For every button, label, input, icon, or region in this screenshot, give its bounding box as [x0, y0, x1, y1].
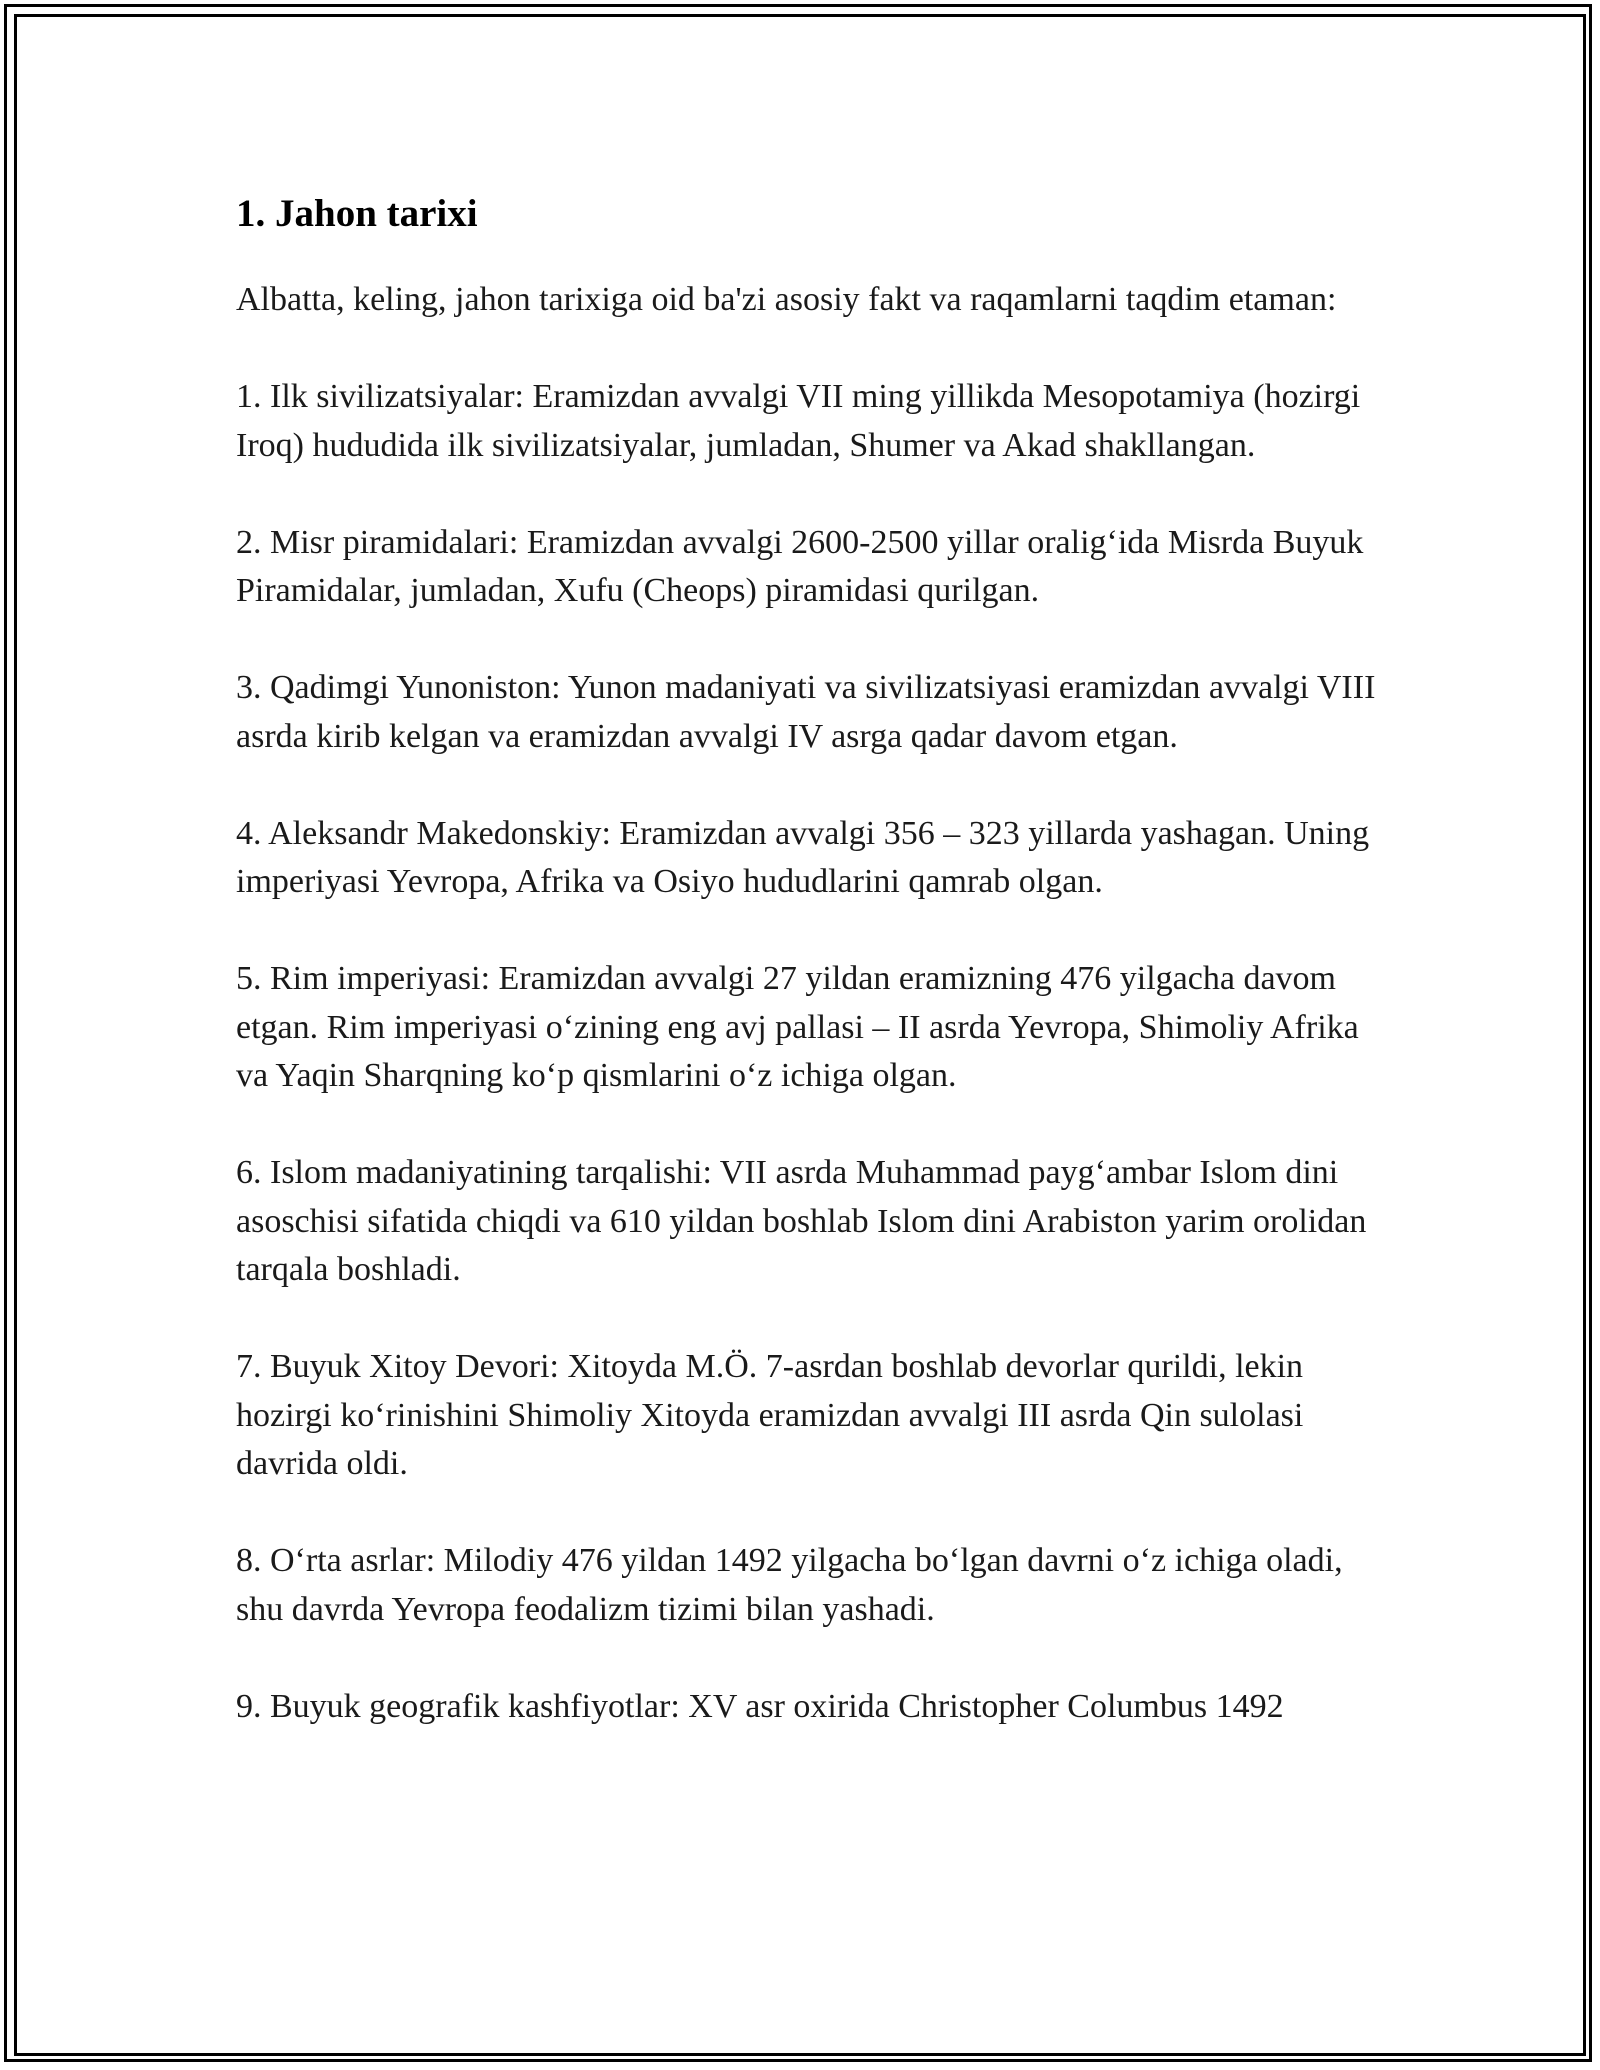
list-item: 5. Rim imperiyasi: Eramizdan avvalgi 27 yildan eramizning 476 yilgacha davom etgan. Rim imperiyasi o‘zining eng avj pallasi – II asrda Yevropa, Shimoliy Afrika va Yaqin Sharqning ko‘p qismlarini o‘z ichiga olgan.	[236, 960, 1359, 1094]
list-item: 9. Buyuk geografik kashfiyotlar: XV asr oxirida Christopher Columbus 1492	[236, 1687, 1284, 1725]
list-item: 3. Qadimgi Yunoniston: Yunon madaniyati va sivilizatsiyasi eramizdan avvalgi VIII asrda kirib kelgan va eramizdan avvalgi IV asrga qadar davom etgan.	[236, 669, 1376, 755]
list-item: 6. Islom madaniyatining tarqalishi: VII asrda Muhammad payg‘ambar Islom dini asoschisi sifatida chiqdi va 610 yildan boshlab Islom dini Arabiston yarim orolidan tarqala boshladi.	[236, 1154, 1367, 1288]
list-item: 8. O‘rta asrlar: Milodiy 476 yildan 1492 yilgacha bo‘lgan davrni o‘z ichiga oladi, shu davrda Yevropa feodalizm tizimi bilan yashadi.	[236, 1542, 1343, 1628]
document-body	[236, 186, 1376, 1780]
list-item: 2. Misr piramidalari: Eramizdan avvalgi 2600-2500 yillar oralig‘ida Misrda Buyuk Piramidalar, jumladan, Xufu (Cheops) piramidasi qurilgan.	[236, 523, 1364, 609]
list-item: 1. Ilk sivilizatsiyalar: Eramizdan avvalgi VII ming yillikda Mesopotamiya (hozirgi Iroq) hududida ilk sivilizatsiyalar, jumladan, Shumer va Akad shakllangan.	[236, 378, 1361, 464]
list-item: 4. Aleksandr Makedonskiy: Eramizdan avvalgi 356 – 323 yillarda yashagan. Uning imperiyasi Yevropa, Afrika va Osiyo hududlarini qamrab olgan.	[236, 814, 1370, 900]
intro-paragraph: Albatta, keling, jahon tarixiga oid ba'zi asosiy fakt va raqamlarni taqdim etaman:	[236, 281, 1337, 318]
document-title: 1. Jahon tarixi	[236, 192, 478, 235]
list-item: 7. Buyuk Xitoy Devori: Xitoyda M.Ö. 7-asrdan boshlab devorlar qurildi, lekin hozirgi ko‘rinishini Shimoliy Xitoyda eramizdan avvalgi III asrda Qin sulolasi davrida oldi.	[236, 1348, 1304, 1482]
